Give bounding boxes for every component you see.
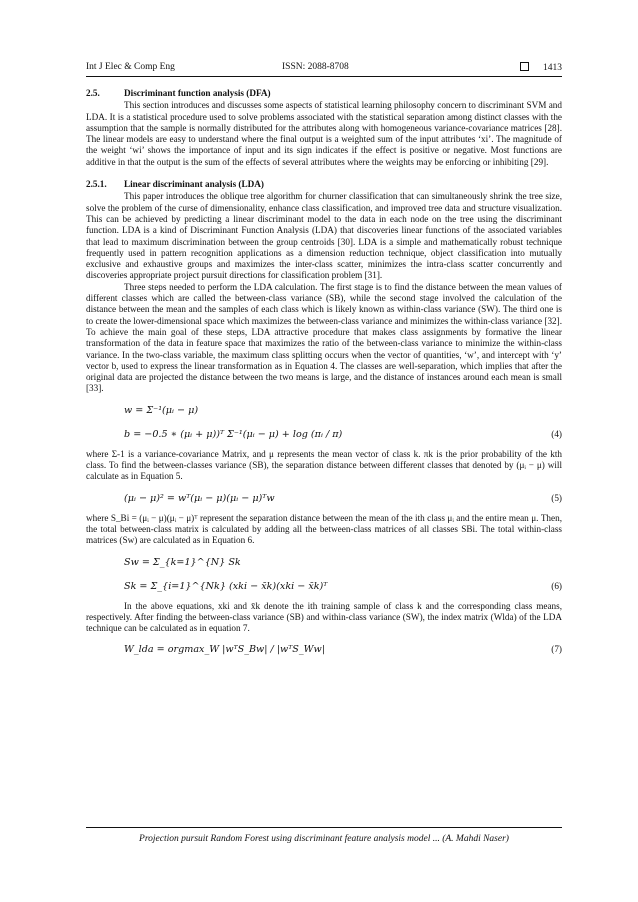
equation-5: [86, 489, 562, 513]
equation-number: (4): [551, 428, 562, 439]
equation-6-line-2: [86, 577, 562, 601]
equation-text: w = Σ⁻¹(μᵢ − μ): [124, 404, 199, 416]
equation-4-line-1: [86, 401, 562, 425]
equation-text: (μᵢ − μ)² = wᵀ(μᵢ − μ)(μᵢ − μ)ᵀw: [124, 492, 275, 504]
equation-number: (5): [551, 492, 562, 503]
dfa-paragraph: This section introduces and discusses some aspects of statistical learning philosophy concern to discriminant SVM and LDA. It is a statistical procedure used to solve problems associated with the statistical separation among distinct classes with the assumption that the sample is normally distributed for the attributes along with homogeneous variance-covariance matrices [28]. The linear models are easy to understand where the final output is a weighted sum of the input attributes ‘xi’. The magnitude of the weight ‘wi’ shows the importance of input and its sign indicates if the effect is positive or negative. Most functions are additive in that the output is the sum of the effects of several attributes where the weights may be enforcing or inhibiting [29].: [86, 100, 562, 167]
journal-name: Int J Elec & Comp Eng: [86, 62, 175, 72]
page-body: [86, 88, 562, 664]
equation-text: b = −0.5 ∗ (μᵢ + μ))ᵀ Σ⁻¹(μᵢ − μ) + log (πᵢ / π): [124, 428, 343, 440]
section-number: 2.5.: [86, 88, 100, 98]
equation-text: W_lda = orgmax_W |wᵀS_Bw| / |wᵀS_Ww|: [124, 644, 325, 656]
section-heading-2-5-1: [86, 179, 562, 190]
equation-7: [86, 640, 562, 664]
section-title: Linear discriminant analysis (LDA): [124, 179, 264, 190]
equation-6-line-1: [86, 553, 562, 577]
equation-number: (6): [551, 580, 562, 591]
issn: ISSN: 2088-8708: [282, 62, 349, 72]
section-title: Discriminant function analysis (DFA): [124, 88, 271, 98]
page-number: 1413: [543, 63, 562, 73]
lda-paragraph-3: where Σ-1 is a variance-covariance Matrix, and μ represents the mean vector of class k. πk is the prior probability of the kth class. To find the between-classes variance (SB), the separation distance between different classes that denoted by (μᵢ − μ) will calculate as in Equation 5.: [86, 448, 562, 482]
section-heading-2-5: [86, 88, 562, 99]
equation-4-line-2: [86, 425, 562, 449]
checkbox-square-icon: [520, 62, 529, 71]
equation-text: Sw = Σ_{k=1}^{N} Sk: [124, 556, 241, 568]
section-number: 2.5.1.: [86, 179, 107, 190]
lda-paragraph-5: In the above equations, xki and x̄k denote the ith training sample of class k and the corresponding class means, respectively. After finding the between-class variance (SB) and within-class variance (SW), the index matrix (Wlda) of the LDA technique can be calculated as in equation 7.: [86, 600, 562, 634]
lda-paragraph-2: Three steps needed to perform the LDA calculation. The first stage is to find the distance between the mean values of different classes which are called the between-class variance (SB), while the second stage involved the calculation of the distance between the mean and the samples of each class which is likely known as within-class variance (SW). The third one is to create the lower-dimensional space which maximizes the between-class variance and minimizes the within-class variance [32]. To achieve the main goal of these steps, LDA attractive procedure that makes class assignments by formative the linear transformation of the data in feature space that maximizes the ratio of the between-class variance to minimize the within-class variance. In the two-class variable, the maximum class splitting occurs when the vector of quantities, ‘w’, and intercept with ‘y’ vector b, used to express the linear transformation as in Equation 4. The classes are well-separation, which implies that after the original data are projected the distance between the two means is large, and the distance of instances around each mean is small [33].: [86, 281, 562, 394]
lda-paragraph-4: where S_Bi = (μᵢ − μ)(μᵢ − μ)ᵀ represent the separation distance between the mean of the ith class μᵢ and the entire mean μ. Then, the total between-class matrix is calculated by adding all the between-class matrices of all classes SBi. The total within-class matrices (Sw) are calculated as in Equation 6.: [86, 512, 562, 546]
running-header: [86, 62, 562, 76]
equation-text: Sk = Σ_{i=1}^{Nk} (xki − x̄k)(xki − x̄k)ᵀ: [124, 580, 328, 592]
footer-rule: [86, 827, 562, 828]
header-rule: [86, 76, 562, 77]
page-number-block: [520, 62, 562, 73]
running-footer: Projection pursuit Random Forest using discriminant feature analysis model ... (A. Mahdi Naser): [139, 834, 509, 844]
equation-number: (7): [551, 644, 562, 655]
lda-paragraph-1: This paper introduces the oblique tree algorithm for churner classification that can simultaneously shrink the tree size, solve the problem of the curse of dimensionality, enhance class classification, and improved tree data and structure visualization. This can be achieved by predicting a linear discriminant model to the data in each node on the tree using the discriminant function. LDA is a kind of Discriminant Function Analysis (LDA) that discoveries linear functions of the associated variables that lead to maximum discrimination between the group centroids [30]. LDA is a simple and mathematically robust technique frequently used in pattern recognition applications as a dimension reduction technique, object classification into mutually exclusive and exhaustive groups and maximizes the inter-class scatter, minimizes the intra-class scatter concurrently and discoveries appropriate project pursuit directions for classification problem [31].: [86, 191, 562, 281]
